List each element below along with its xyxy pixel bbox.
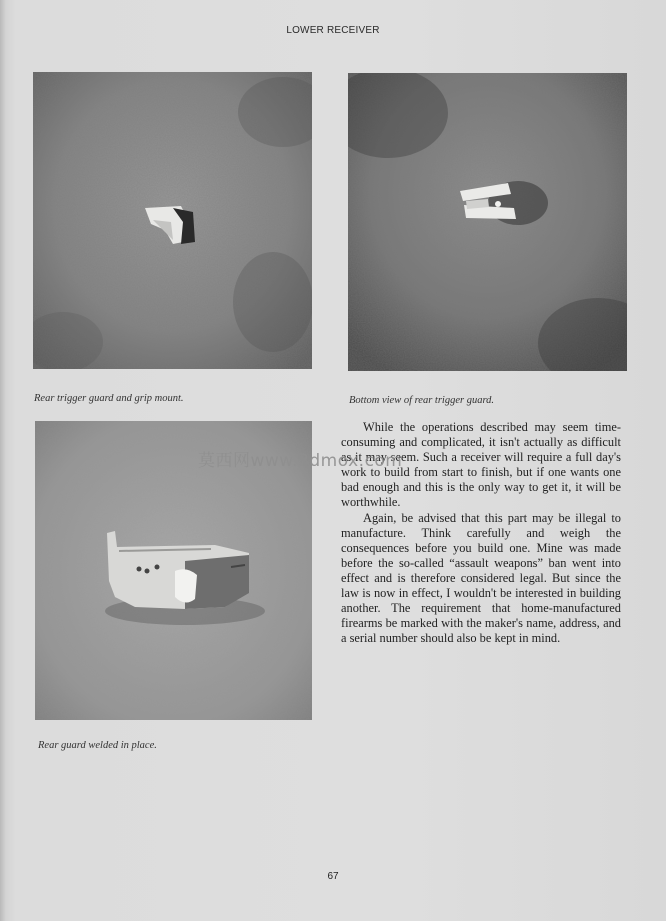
paragraph-2: Again, be advised that this part may be illegal to manufacture. Think carefully and weigh the consequences before you build one. Mine was made before the so-called “assault weapons” ban went into effect and is therefore considered legal. But since the law is now in effect, I wouldn't be interested in building another. The requirement that home-manufactured firearms be marked with the maker's name, address, and a serial number should also be kept in mind. bbox=[341, 510, 621, 646]
photo-rear-trigger-guard bbox=[33, 72, 312, 369]
paragraph-1: While the operations described may seem time-consuming and complicated, it isn't actually as difficult as it may seem. Such a receiver will require a full day's work to build from start to finish, but if one wants one bad enough and this is the only way to get it, it will be worthwhile. bbox=[341, 420, 621, 510]
figure-caption-3: Rear guard welded in place. bbox=[38, 740, 157, 751]
figure-caption-2: Bottom view of rear trigger guard. bbox=[349, 395, 495, 406]
running-head: LOWER RECEIVER bbox=[286, 25, 380, 36]
figure-caption-1: Rear trigger guard and grip mount. bbox=[34, 393, 184, 404]
watermark: 莫西网www.3dmox.com bbox=[198, 451, 403, 471]
page-number: 67 bbox=[327, 871, 339, 882]
photo-bottom-view bbox=[348, 73, 627, 371]
